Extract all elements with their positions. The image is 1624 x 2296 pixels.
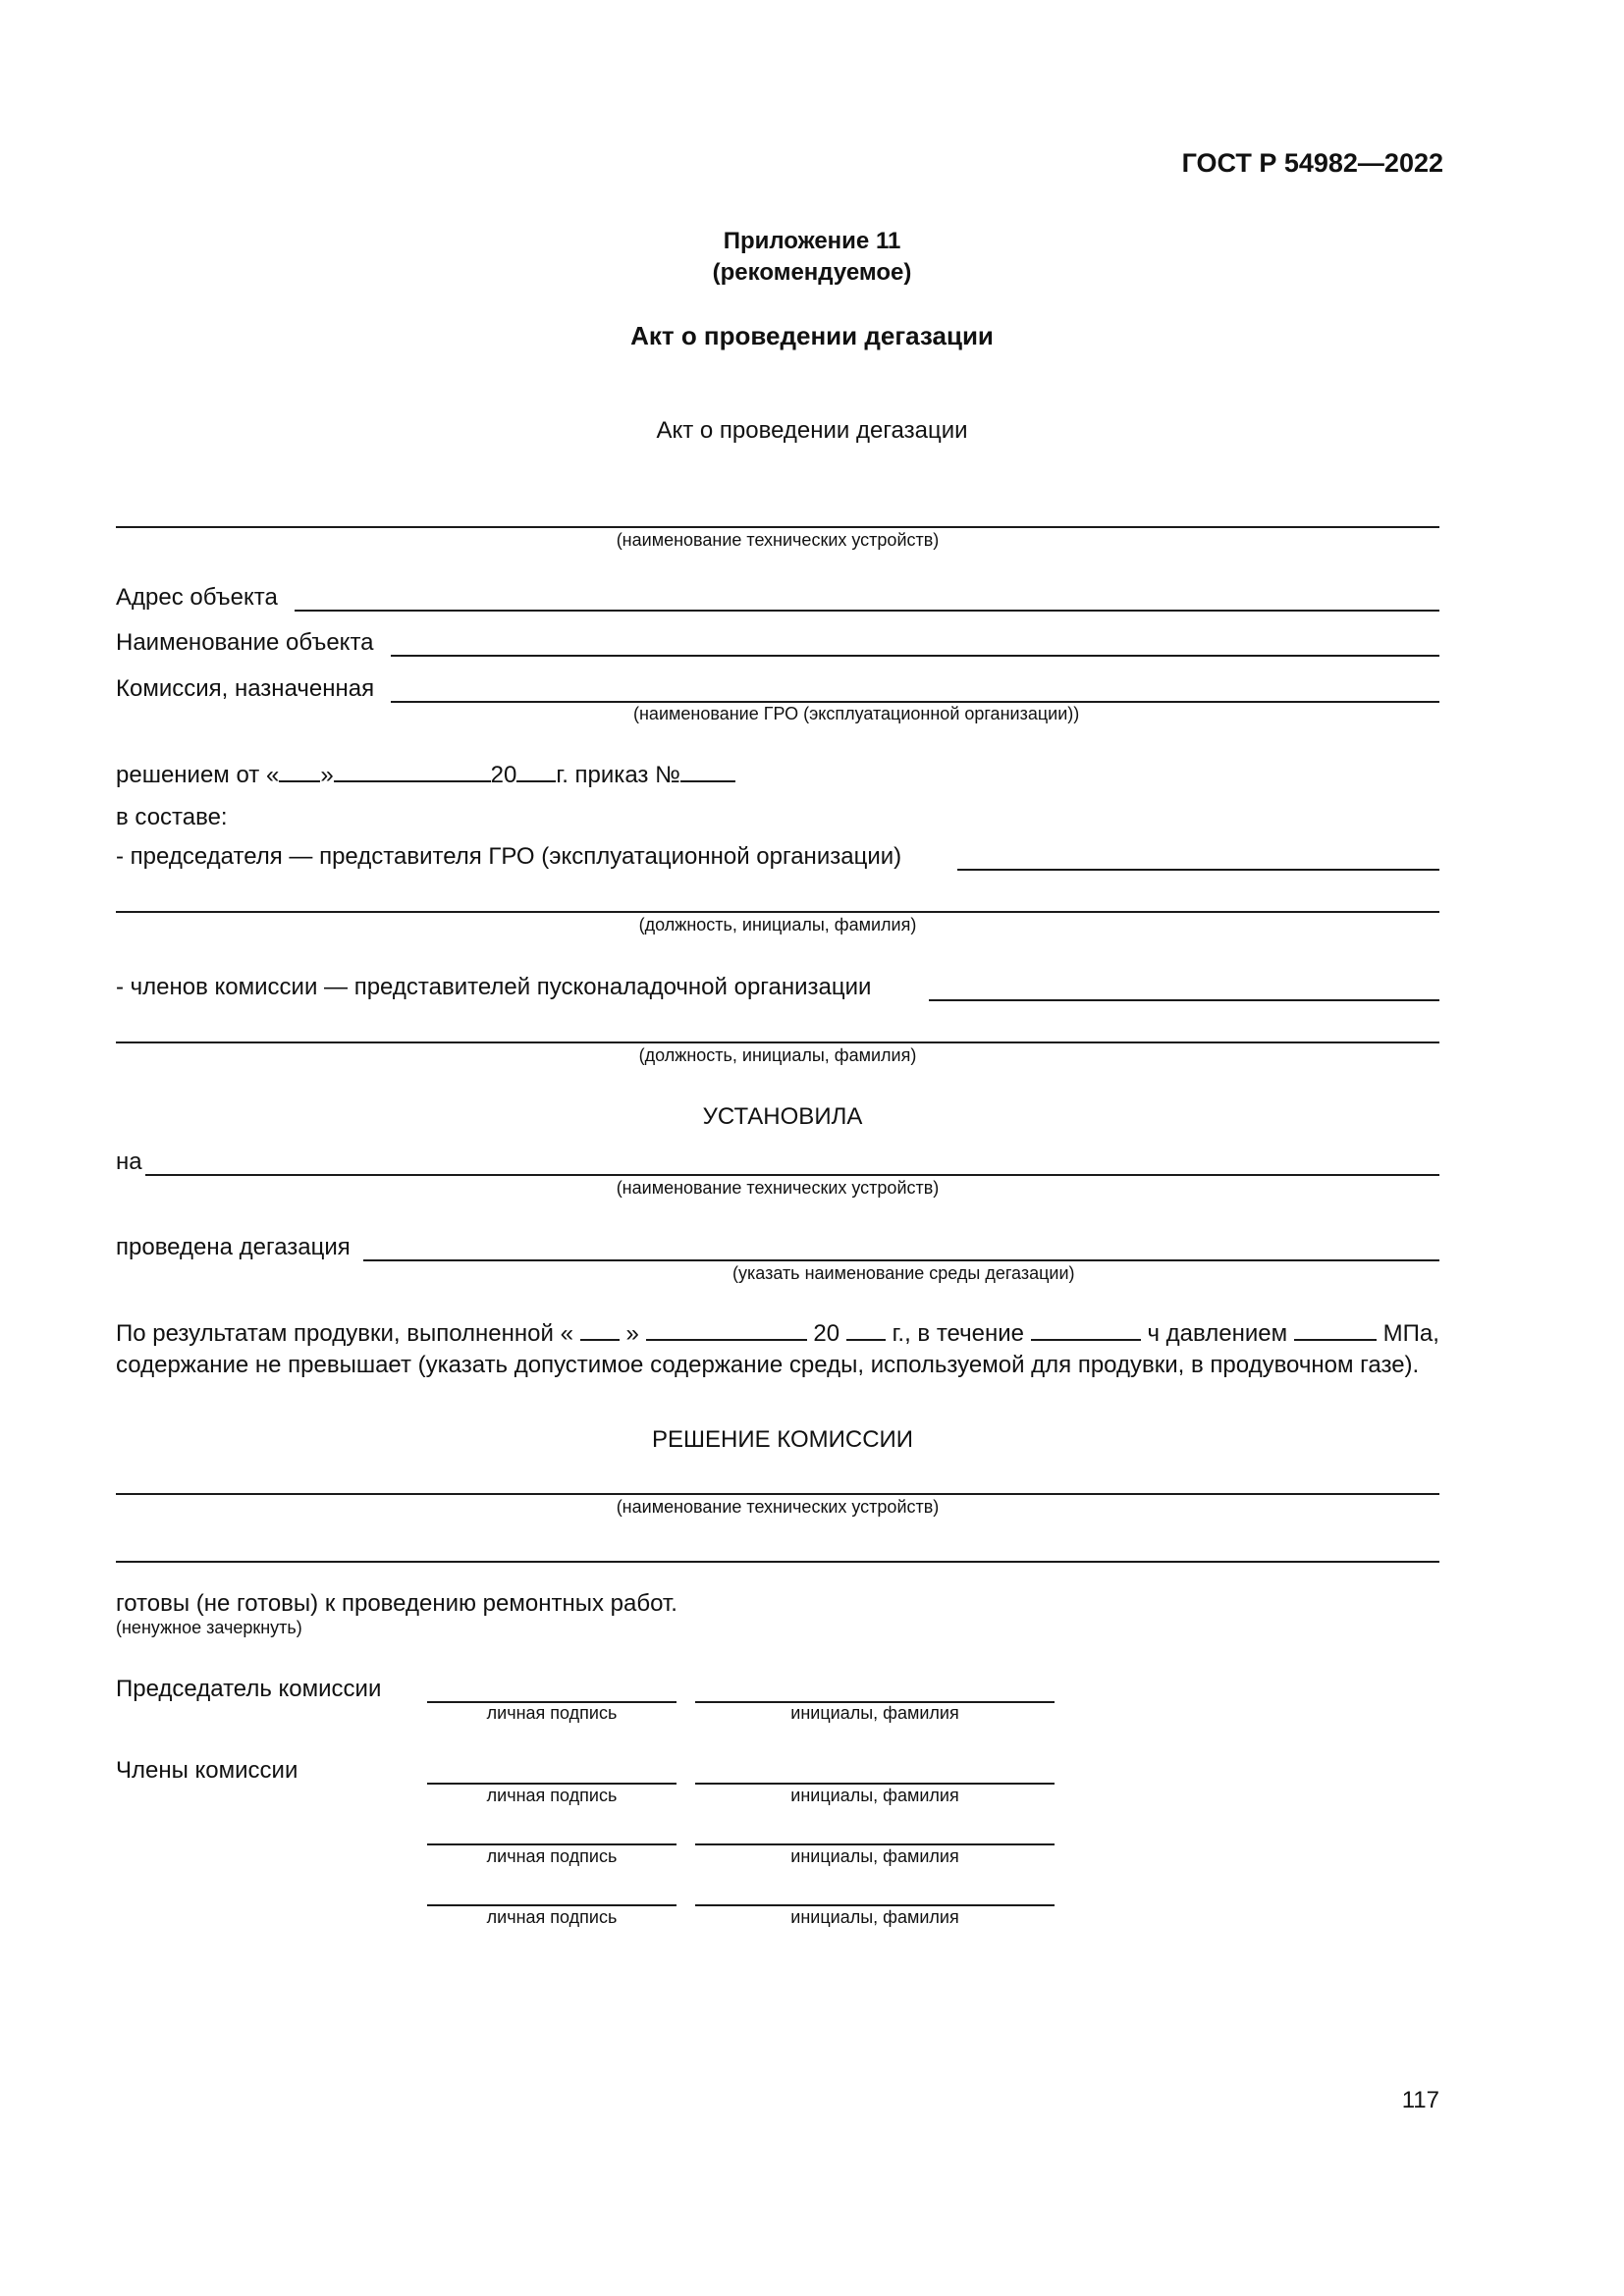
composition-label: в составе: bbox=[116, 804, 228, 830]
members-signature-label: Члены комиссии bbox=[116, 1757, 298, 1784]
member3-sign-caption: личная подпись bbox=[486, 1907, 618, 1927]
decision-century: 20 bbox=[490, 762, 517, 788]
decision-order-label: г. приказ № bbox=[556, 762, 680, 788]
standard-number: ГОСТ Р 54982—2022 bbox=[1181, 148, 1443, 178]
address-label: Адрес объекта bbox=[116, 584, 278, 611]
results-pressure-label: ч давлением bbox=[1147, 1320, 1288, 1347]
chairman-caption: (должность, инициалы, фамилия) bbox=[638, 915, 917, 934]
on-field[interactable] bbox=[145, 1174, 1439, 1176]
member1-name-caption: инициалы, фамилия bbox=[790, 1786, 959, 1805]
tech-devices-caption-3: (наименование технических устройств) bbox=[616, 1497, 940, 1517]
results-rest: содержание не превышает (указать допустимое содержание среды, используемой для продувки, в продувочном газе). bbox=[116, 1352, 1420, 1378]
results-pressure-field[interactable] bbox=[1294, 1317, 1377, 1341]
appendix-title: Приложение 11 bbox=[723, 228, 901, 254]
members-caption: (должность, инициалы, фамилия) bbox=[638, 1045, 917, 1065]
results-prefix: По результатам продувки, выполненной « bbox=[116, 1320, 573, 1347]
gro-caption: (наименование ГРО (эксплуатационной организации)) bbox=[633, 704, 1080, 723]
decision-quote-close: » bbox=[320, 762, 334, 788]
chairman-signature-label: Председатель комиссии bbox=[116, 1676, 382, 1702]
member1-signature-field[interactable] bbox=[427, 1783, 677, 1785]
decision-order-field[interactable] bbox=[680, 759, 735, 782]
tech-devices-line[interactable] bbox=[116, 526, 1439, 528]
member3-name-field[interactable] bbox=[695, 1904, 1055, 1906]
results-paragraph bbox=[116, 1317, 1439, 1381]
tech-devices-caption: (наименование технических устройств) bbox=[616, 530, 940, 550]
chairman-name-caption: инициалы, фамилия bbox=[790, 1703, 959, 1723]
results-quote-close: » bbox=[625, 1320, 639, 1347]
results-duration-field[interactable] bbox=[1031, 1317, 1141, 1341]
decision-prefix: решением от « bbox=[116, 762, 280, 788]
members-field-2[interactable] bbox=[116, 1041, 1439, 1043]
page-number: 117 bbox=[1401, 2087, 1439, 2113]
medium-caption: (указать наименование среды дегазации) bbox=[732, 1263, 1075, 1283]
ready-text: готовы (не готовы) к проведению ремонтных работ. bbox=[116, 1590, 677, 1617]
results-year-field[interactable] bbox=[846, 1317, 886, 1341]
decision-line bbox=[116, 759, 735, 789]
members-label: - членов комиссии — представителей пусконаладочной организации bbox=[116, 974, 872, 1000]
on-label: на bbox=[116, 1148, 142, 1175]
object-name-label: Наименование объекта bbox=[116, 629, 374, 656]
decision-year-field[interactable] bbox=[516, 759, 556, 782]
commission-decision-heading: РЕШЕНИЕ КОМИССИИ bbox=[651, 1426, 914, 1453]
chairman-sign-caption: личная подпись bbox=[486, 1703, 618, 1723]
member2-name-caption: инициалы, фамилия bbox=[790, 1846, 959, 1866]
decision-devices-field[interactable] bbox=[116, 1493, 1439, 1495]
results-century: 20 bbox=[813, 1320, 840, 1347]
commission-field[interactable] bbox=[391, 701, 1439, 703]
member2-sign-caption: личная подпись bbox=[486, 1846, 618, 1866]
document-title: Акт о проведении дегазации bbox=[630, 321, 994, 350]
results-unit: МПа, bbox=[1382, 1320, 1439, 1347]
results-duration-label: г., в течение bbox=[892, 1320, 1024, 1347]
established-heading: УСТАНОВИЛА bbox=[702, 1103, 863, 1130]
address-field[interactable] bbox=[295, 610, 1439, 612]
member2-name-field[interactable] bbox=[695, 1843, 1055, 1845]
appendix-type: (рекомендуемое) bbox=[712, 259, 912, 286]
member1-sign-caption: личная подпись bbox=[486, 1786, 618, 1805]
commission-label: Комиссия, назначенная bbox=[116, 675, 375, 702]
degas-field[interactable] bbox=[363, 1259, 1439, 1261]
act-title: Акт о проведении дегазации bbox=[656, 417, 968, 444]
results-day-field[interactable] bbox=[580, 1317, 620, 1341]
members-field[interactable] bbox=[929, 999, 1439, 1001]
object-name-field[interactable] bbox=[391, 655, 1439, 657]
degas-label: проведена дегазация bbox=[116, 1234, 351, 1260]
decision-devices-field-2[interactable] bbox=[116, 1561, 1439, 1563]
decision-day-field[interactable] bbox=[279, 759, 320, 782]
chairman-field-2[interactable] bbox=[116, 911, 1439, 913]
member1-name-field[interactable] bbox=[695, 1783, 1055, 1785]
tech-devices-caption-2: (наименование технических устройств) bbox=[616, 1178, 940, 1198]
strike-note: (ненужное зачеркнуть) bbox=[116, 1618, 302, 1637]
chairman-label: - председателя — представителя ГРО (эксплуатационной организации) bbox=[116, 843, 902, 870]
chairman-field[interactable] bbox=[957, 869, 1439, 871]
decision-month-field[interactable] bbox=[334, 759, 491, 782]
results-month-field[interactable] bbox=[646, 1317, 807, 1341]
member2-signature-field[interactable] bbox=[427, 1843, 677, 1845]
member3-signature-field[interactable] bbox=[427, 1904, 677, 1906]
member3-name-caption: инициалы, фамилия bbox=[790, 1907, 959, 1927]
